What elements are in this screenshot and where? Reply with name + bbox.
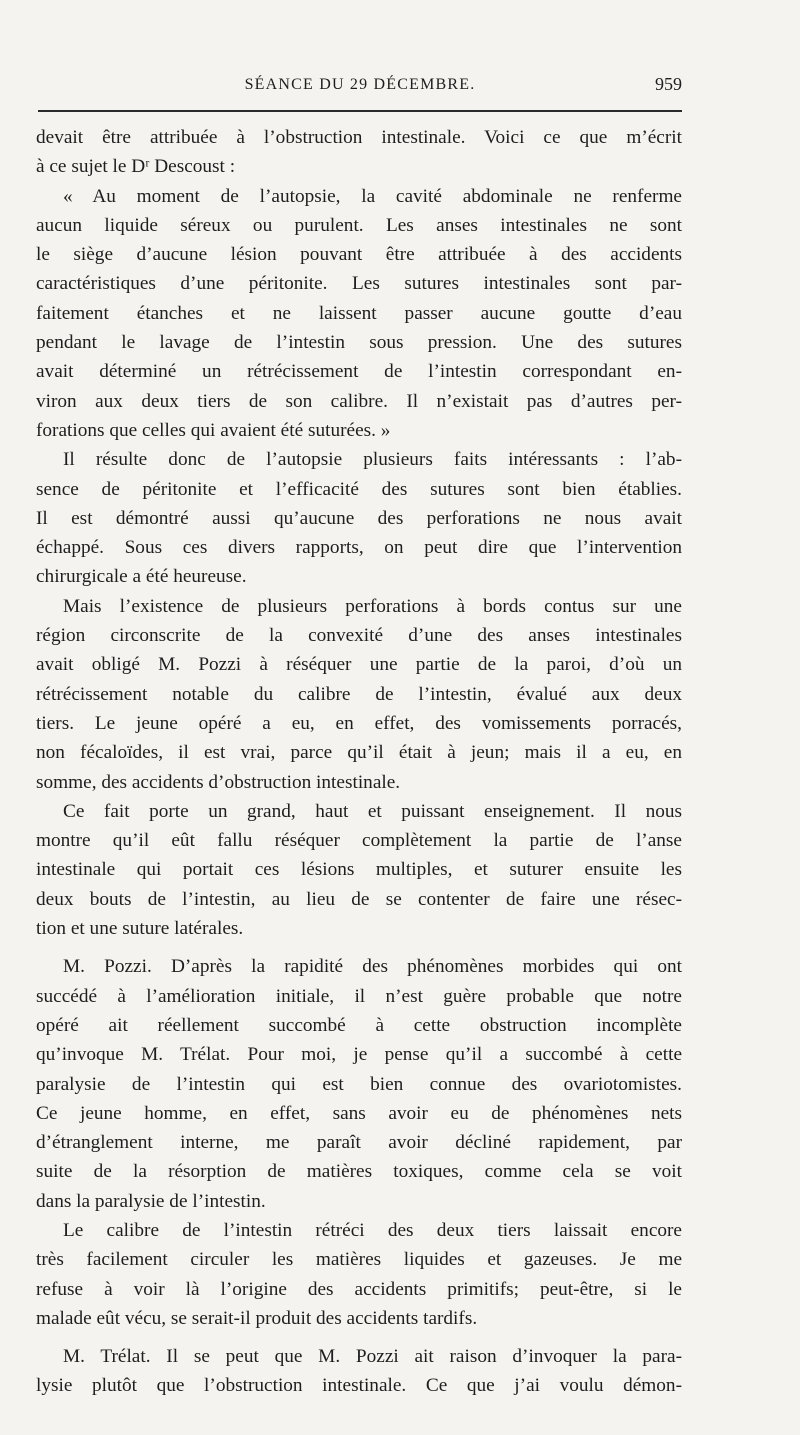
text-line: échappé. Sous ces divers rapports, on peut dire que l’intervention xyxy=(36,537,682,559)
text-line: avait obligé M. Pozzi à réséquer une partie de la paroi, d’où un xyxy=(36,654,682,676)
text-line: Mais l’existence de plusieurs perforations à bords contus sur une xyxy=(63,595,682,617)
text-line: viron aux deux tiers de son calibre. Il n’existait pas d’autres per- xyxy=(36,390,682,412)
page-header xyxy=(38,74,682,98)
paragraph-gap xyxy=(36,943,682,952)
text-line: sence de péritonite et l’efficacité des sutures sont bien établies. xyxy=(36,478,682,500)
text-line: qu’invoque M. Trélat. Pour moi, je pense qu’il a succombé à cette xyxy=(36,1044,682,1066)
text-line: succédé à l’amélioration initiale, il n’est guère probable que notre xyxy=(36,985,682,1007)
text-line: avait déterminé un rétrécissement de l’intestin correspondant en- xyxy=(36,361,682,383)
text-line: dans la paralysie de l’intestin. xyxy=(36,1190,266,1212)
text-line: forations que celles qui avaient été suturées. » xyxy=(36,419,391,441)
text-line: M. Trélat. Il se peut que M. Pozzi ait raison d’invoquer la para- xyxy=(63,1346,682,1368)
text-line: devait être attribuée à l’obstruction intestinale. Voici ce que m’écrit xyxy=(36,127,682,148)
text-line: non fécaloïdes, il est vrai, parce qu’il était à jeun; mais il a eu, en xyxy=(36,742,682,764)
text-line: faitement étanches et ne laissent passer aucune goutte d’eau xyxy=(36,302,682,324)
header-rule xyxy=(38,110,682,112)
text-line: intestinale qui portait ces lésions multiples, et suturer ensuite les xyxy=(36,859,682,881)
text-line: région circonscrite de la convexité d’une des anses intestinales xyxy=(36,625,682,647)
running-title: SÉANCE DU 29 DÉCEMBRE. xyxy=(244,76,476,93)
text-line: Il résulte donc de l’autopsie plusieurs faits intéressants : l’ab- xyxy=(63,449,682,471)
text-line: Il est démontré aussi qu’aucune des perforations ne nous avait xyxy=(36,507,682,529)
page-number: 959 xyxy=(655,74,682,94)
text-line: Ce jeune homme, en effet, sans avoir eu de phénomènes nets xyxy=(36,1102,682,1124)
text-line: tiers. Le jeune opéré a eu, en effet, des vomissements porracés, xyxy=(36,712,682,734)
text-line: d’étranglement interne, me paraît avoir décliné rapidement, par xyxy=(36,1132,682,1154)
text-line: aucun liquide séreux ou purulent. Les anses intestinales ne sont xyxy=(36,214,682,236)
text-line: montre qu’il eût fallu réséquer complètement la partie de l’anse xyxy=(36,830,682,852)
text-line: chirurgicale a été heureuse. xyxy=(36,566,247,588)
text-line: paralysie de l’intestin qui est bien connue des ovariotomistes. xyxy=(36,1073,682,1095)
text-line: très facilement circuler les matières liquides et gazeuses. Je me xyxy=(36,1249,682,1271)
text-line: tion et une suture latérales. xyxy=(36,918,244,940)
text-line: M. Pozzi. D’après la rapidité des phénomènes morbides qui ont xyxy=(63,956,682,978)
text-line: le siège d’aucune lésion pouvant être attribuée à des accidents xyxy=(36,244,682,266)
text-line: à ce sujet le Dʳ Descoust : xyxy=(36,156,236,178)
text-line: caractéristiques d’une péritonite. Les sutures intestinales sont par- xyxy=(36,273,682,295)
text-line: lysie plutôt que l’obstruction intestinale. Ce que j’ai voulu démon- xyxy=(36,1375,682,1397)
text-line: pendant le lavage de l’intestin sous pression. Une des sutures xyxy=(36,332,682,354)
body-text xyxy=(36,123,682,1401)
text-line: deux bouts de l’intestin, au lieu de se contenter de faire une résec- xyxy=(36,888,682,910)
text-line: suite de la résorption de matières toxiques, comme cela se voit xyxy=(36,1161,682,1183)
text-line: Le calibre de l’intestin rétréci des deux tiers laissait encore xyxy=(63,1219,682,1241)
paragraph-gap xyxy=(36,1333,682,1342)
text-line: Ce fait porte un grand, haut et puissant enseignement. Il nous xyxy=(63,800,682,822)
text-line: opéré ait réellement succombé à cette obstruction incomplète xyxy=(36,1014,682,1036)
text-line: somme, des accidents d’obstruction intestinale. xyxy=(36,771,401,793)
text-line: malade eût vécu, se serait-il produit des accidents tardifs. xyxy=(36,1307,478,1329)
text-line: « Au moment de l’autopsie, la cavité abdominale ne renferme xyxy=(63,185,682,207)
text-line: rétrécissement notable du calibre de l’intestin, évalué aux deux xyxy=(36,683,682,705)
text-line: refuse à voir là l’origine des accidents primitifs; peut-être, si le xyxy=(36,1278,682,1300)
